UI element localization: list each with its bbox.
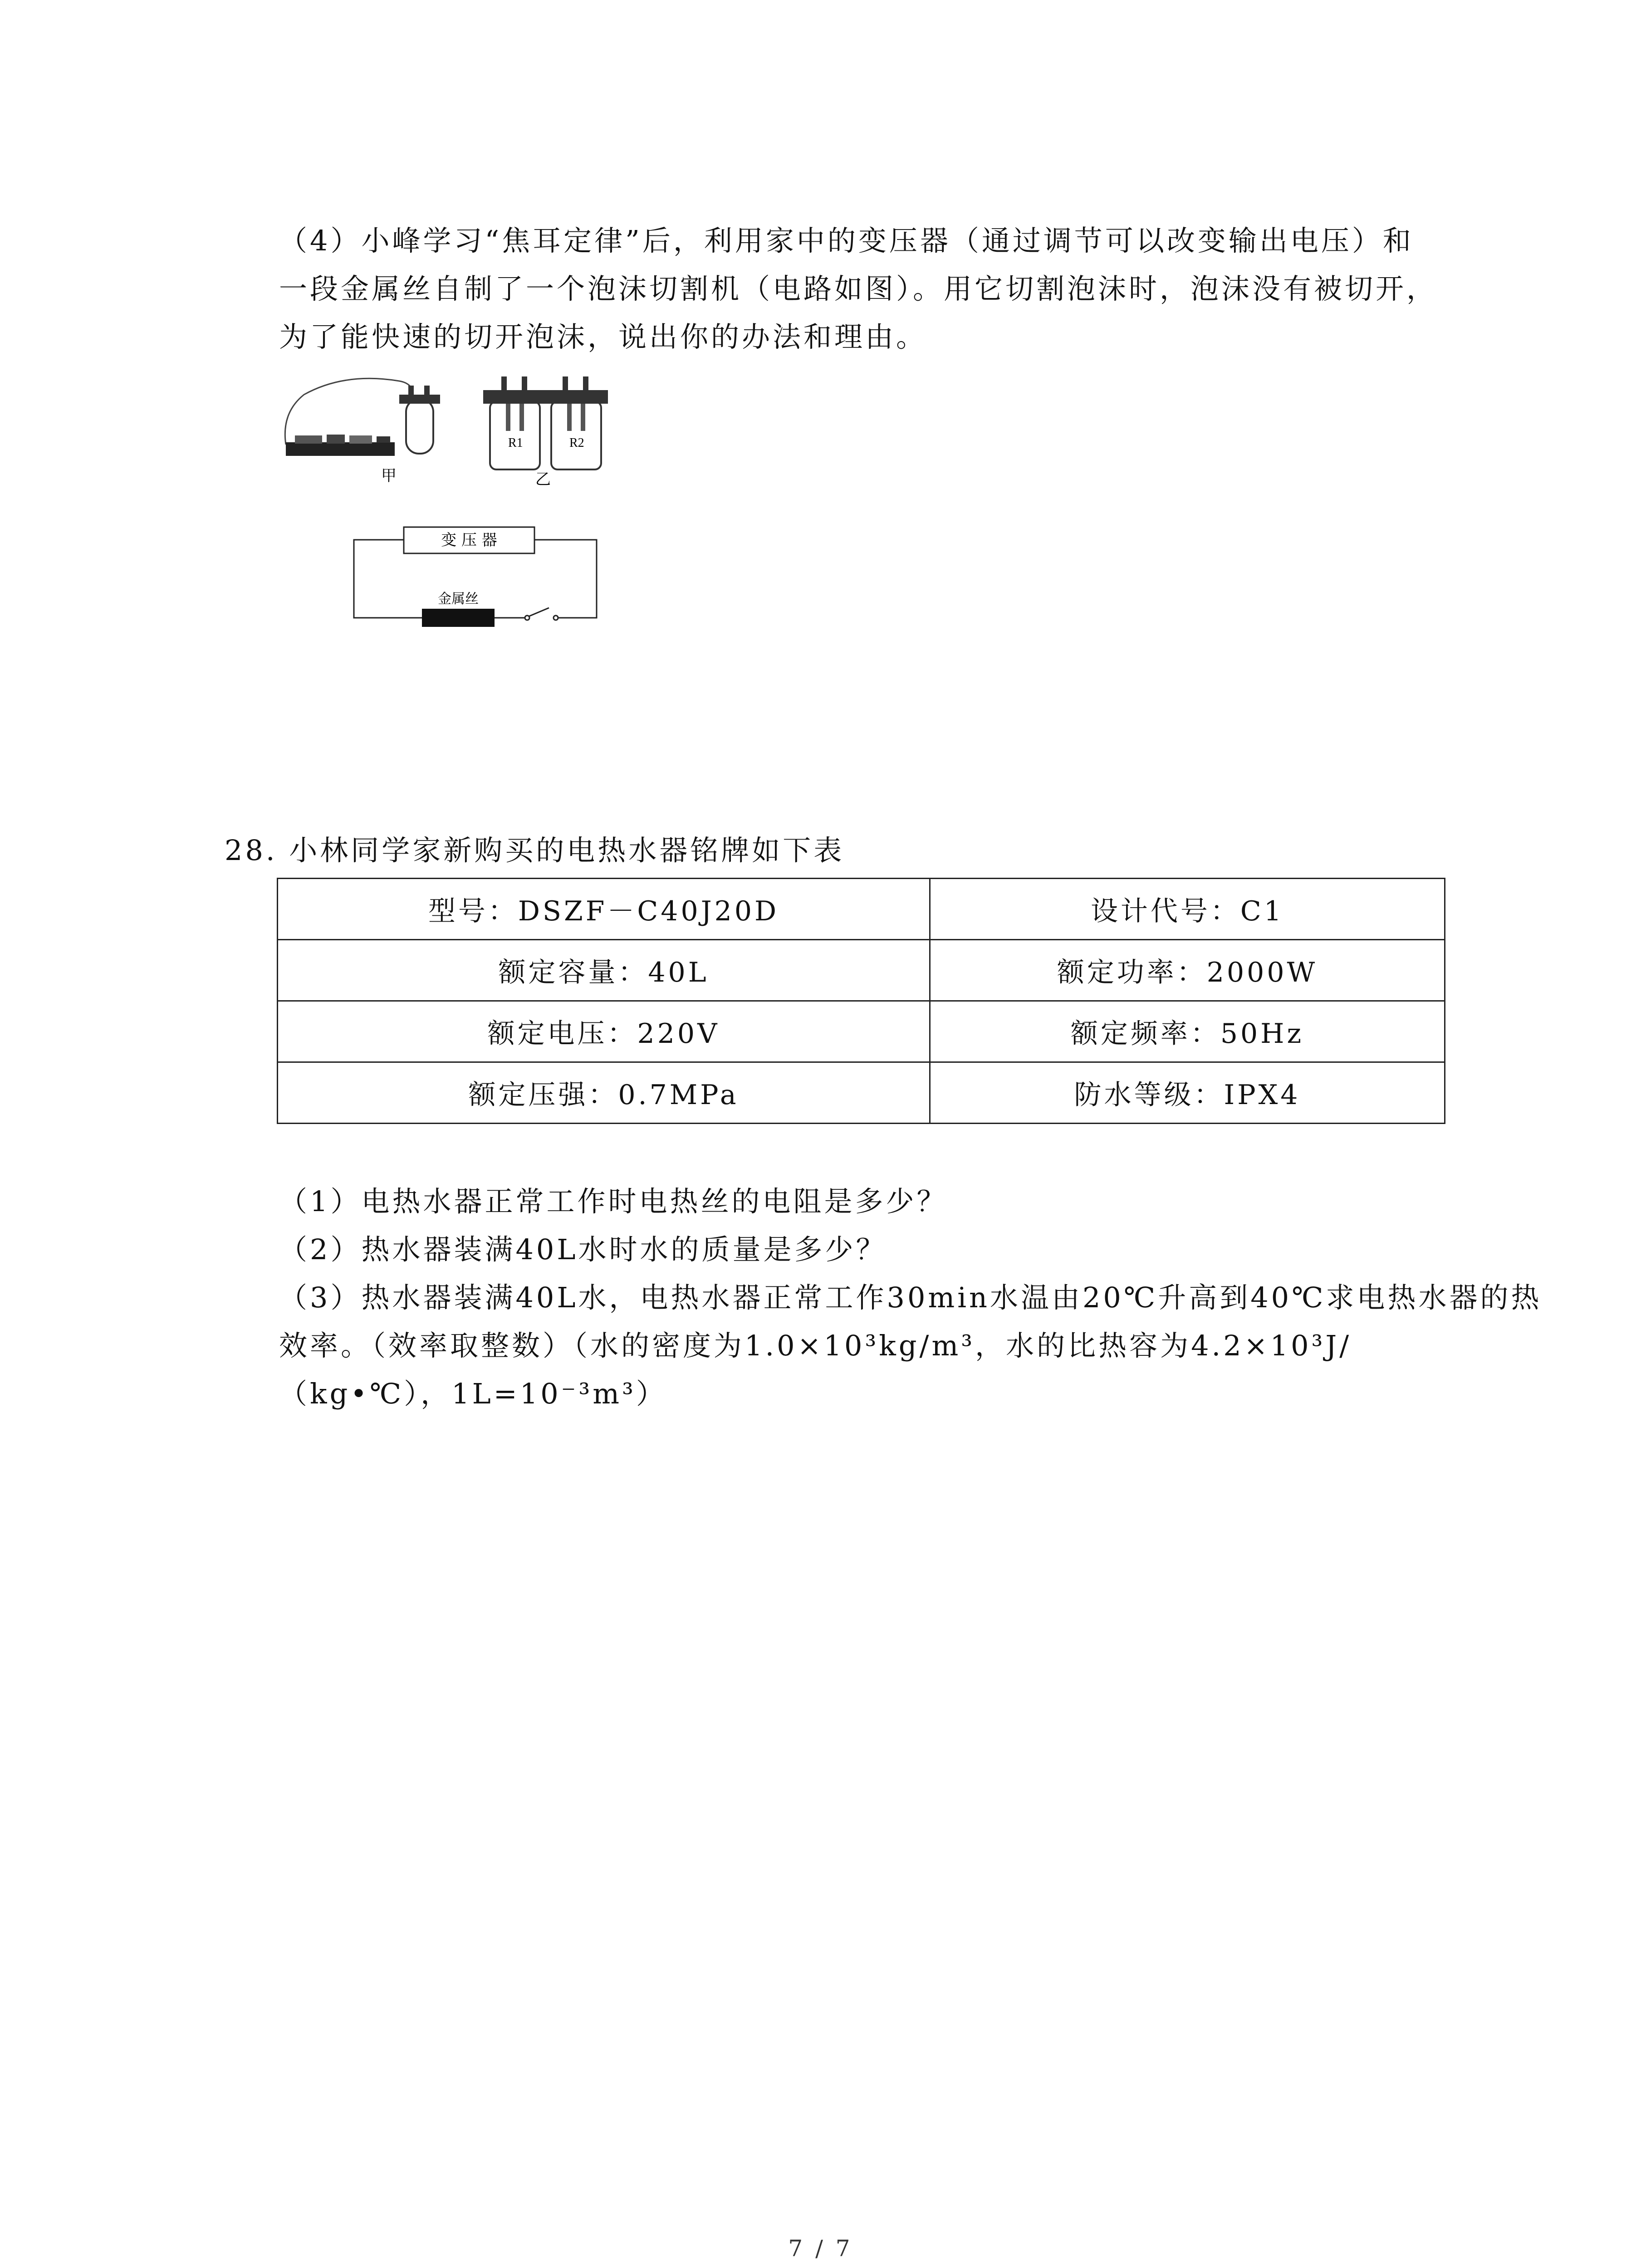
table-cell: 型号：DSZF－C40J20D	[278, 879, 930, 940]
q4-line-1: （4）小峰学习“焦耳定律”后，利用家中的变压器（通过调节可以改变输出电压）和	[279, 224, 1414, 257]
sub-question-1: （1）电热水器正常工作时电热丝的电阻是多少？	[279, 1185, 948, 1218]
r2-label: R2	[569, 436, 584, 450]
apparatus-figure	[277, 363, 626, 503]
sub-questions	[279, 1178, 1542, 1418]
table-cell: 额定功率：2000W	[930, 940, 1445, 1001]
sub-question-3-line-1: （3）热水器装满40L水，电热水器正常工作30min水温由20℃升高到40℃求电热水器的热	[279, 1281, 1542, 1314]
table-cell: 额定压强：0.7MPa	[278, 1062, 930, 1124]
table-row	[278, 1062, 1445, 1124]
page-number: 7 / 7	[788, 2235, 853, 2262]
question-4-text	[279, 217, 1454, 361]
table-cell: 额定频率：50Hz	[930, 1001, 1445, 1062]
sub-question-3-line-2: 效率。（效率取整数）（水的密度为1.0×10³kg/m³，水的比热容为4.2×10³J/	[279, 1329, 1352, 1362]
table-row	[278, 879, 1445, 940]
q4-line-2: 一段金属丝自制了一个泡沫切割机（电路如图）。用它切割泡沫时，泡沫没有被切开，	[279, 272, 1438, 305]
metal-wire-label: 金属丝	[438, 591, 479, 607]
table-row	[278, 940, 1445, 1001]
switch	[529, 608, 549, 616]
metal-wire	[422, 609, 495, 627]
table-cell: 额定容量：40L	[278, 940, 930, 1001]
label-yi: 乙	[535, 470, 551, 489]
transformer-label: 变 压 器	[441, 531, 497, 549]
label-jia: 甲	[381, 467, 397, 485]
table-cell: 防水等级：IPX4	[930, 1062, 1445, 1124]
table-cell: 设计代号：C1	[930, 879, 1445, 940]
table-row	[278, 1001, 1445, 1062]
sub-question-2: （2）热水器装满40L水时水的质量是多少？	[279, 1233, 887, 1266]
question-28-title	[225, 826, 1400, 875]
q28-title: 28. 小林同学家新购买的电热水器铭牌如下表	[225, 834, 845, 867]
nameplate-table	[277, 878, 1445, 1124]
sub-question-3-line-3: （kg•℃），1L=10⁻³m³）	[279, 1377, 667, 1410]
q4-line-3: 为了能快速的切开泡沫，说出你的办法和理由。	[279, 320, 927, 353]
table-cell: 额定电压：220V	[278, 1001, 930, 1062]
r1-label: R1	[508, 436, 523, 450]
circuit-diagram	[349, 522, 603, 644]
